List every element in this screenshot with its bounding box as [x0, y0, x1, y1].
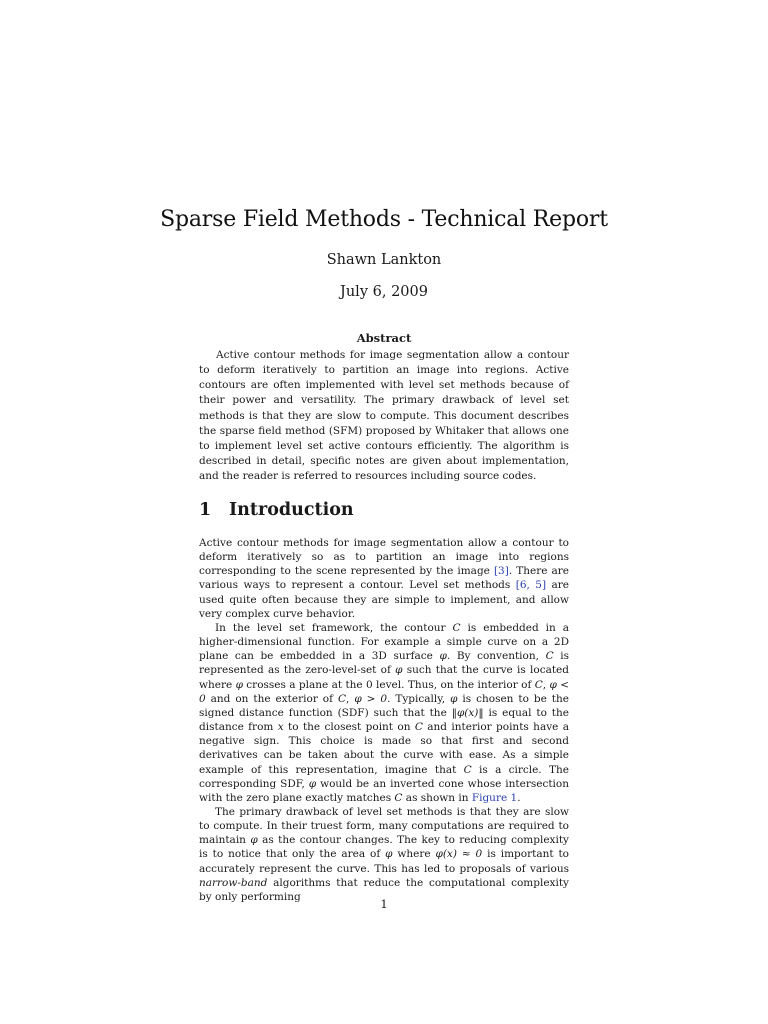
- text-run: .: [517, 791, 521, 804]
- math-symbol: C: [452, 621, 461, 634]
- paper-date: July 6, 2009: [340, 284, 428, 300]
- math-symbol: C: [394, 791, 403, 804]
- math-expression: φ > 0: [354, 692, 388, 705]
- math-symbol: C: [414, 721, 423, 734]
- text-run: and interior points have a negative sign. This choice is made so that first and second derivatives can be taken about the curve with ease. As a simple example of this representation, imagine that: [199, 721, 569, 776]
- math-symbol: C: [463, 763, 472, 776]
- text-run: . There are various ways to represent a contour. Level set methods: [199, 565, 569, 592]
- text-run: algorithms that reduce the computational complexity by only performing: [199, 876, 569, 903]
- math-expression: ‖φ(x)‖: [451, 706, 484, 719]
- text-run: such that the curve is located where: [199, 664, 569, 691]
- abstract-heading: Abstract: [356, 331, 412, 345]
- introduction-body: [199, 536, 569, 904]
- text-run: as the contour changes. The key to reducing complexity is to notice that only the area of: [199, 834, 569, 861]
- text-run: is equal to the distance from: [199, 706, 570, 734]
- text-run: is a circle. The corresponding SDF,: [199, 763, 570, 790]
- math-symbol: C: [534, 678, 543, 691]
- math-symbol: x: [277, 721, 284, 734]
- text-run: is represented as the zero-level-set of: [199, 650, 569, 677]
- math-expression: φ(x) ≈ 0: [435, 848, 483, 861]
- paragraph-1: [199, 536, 569, 621]
- text-run: ,: [346, 692, 355, 705]
- text-run: The primary drawback of level set methods is that they are slow to compute. In their truest form, many computations are required to maintain: [199, 805, 569, 847]
- math-symbol: φ: [385, 848, 393, 861]
- emphasis-text: narrow-band: [199, 876, 268, 889]
- text-run: as shown in: [402, 791, 472, 804]
- text-run: . By convention,: [446, 650, 546, 663]
- text-run: and on the exterior of: [205, 692, 338, 705]
- math-symbol: φ: [250, 834, 258, 847]
- text-run: is important to accurately represent the curve. This has led to proposals of various: [199, 848, 570, 875]
- text-run: are used quite often because they are simple to implement, and allow very complex curve behavior.: [199, 579, 569, 620]
- citation-link[interactable]: [6, 5]: [515, 579, 547, 592]
- math-symbol: φ: [395, 664, 403, 677]
- figure-link[interactable]: Figure 1: [471, 791, 518, 804]
- section-title: Introduction: [229, 500, 354, 520]
- text-run: would be an inverted cone whose intersection with the zero plane exactly matches: [199, 777, 569, 804]
- paper-title: Sparse Field Methods - Technical Report: [160, 207, 608, 232]
- paragraph-2: [199, 621, 569, 805]
- text-run: In the level set framework, the contour: [215, 621, 453, 634]
- abstract-body: Active contour methods for image segmentation allow a contour to deform iteratively to partition an image into regions. Active contours are often implemented with level set methods because of their power and versatility. The primary drawback of level set methods is that they are slow to compute. This document describes the sparse field method (SFM) proposed by Whitaker that allows one to implement level set active contours efficiently. The algorithm is described in detail, specific notes are given about implementation, and the reader is referred to resources including source codes.: [199, 349, 569, 483]
- math-symbol: C: [545, 650, 554, 663]
- math-symbol: φ: [235, 678, 243, 691]
- math-symbol: φ: [308, 777, 317, 790]
- text-run: is chosen to be the signed distance function (SDF) such that the: [199, 692, 569, 719]
- section-number: 1: [199, 500, 212, 520]
- section-heading: [199, 498, 599, 522]
- math-symbol: φ: [450, 692, 458, 705]
- paragraph-3: [199, 805, 569, 904]
- text-run: to the closest point on: [283, 721, 415, 734]
- math-expression: φ < 0: [199, 678, 569, 705]
- math-symbol: C: [337, 692, 347, 705]
- text-run: where: [392, 848, 436, 861]
- paper-author: Shawn Lankton: [326, 252, 442, 268]
- text-run: is embedded in a higher-dimensional function. For example a simple curve on a 2D plane can be embedded in a 3D surface: [199, 621, 570, 663]
- text-run: Active contour methods for image segmentation allow a contour to deform iteratively so as to partition an image into regions corresponding to the scene represented by the image: [199, 537, 569, 578]
- page-number: 1: [380, 897, 388, 911]
- text-run: crosses a plane at the 0 level. Thus, on the interior of: [242, 678, 535, 691]
- text-run: . Typically,: [387, 692, 451, 705]
- citation-link[interactable]: [3]: [493, 565, 509, 578]
- math-symbol: φ: [439, 650, 447, 663]
- text-run: ,: [542, 678, 550, 691]
